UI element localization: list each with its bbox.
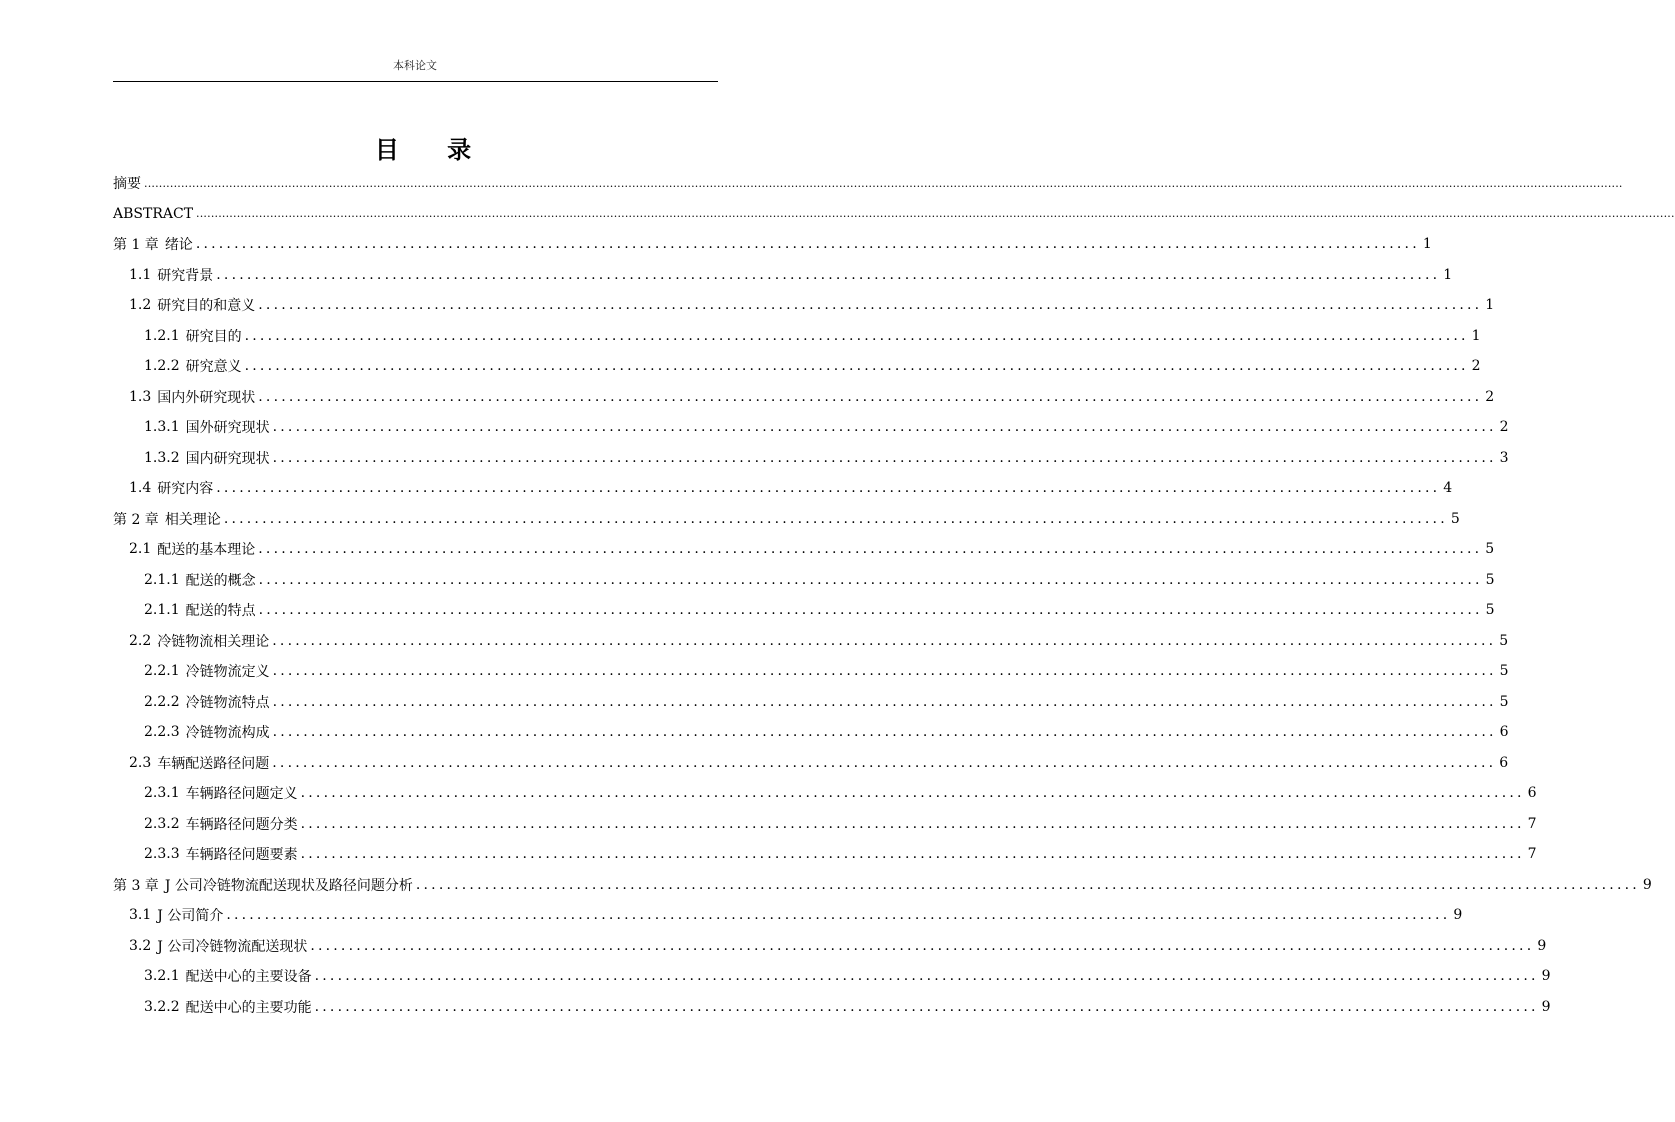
dot-leader: ................................................................................................................................................................ xyxy=(300,785,1525,802)
toc-entry-page-number: 6 xyxy=(1499,724,1509,741)
dot-leader: ................................................................................................................................................................ xyxy=(272,632,1497,649)
toc-entry-title: 车辆路径问题要素 xyxy=(185,847,298,864)
toc-entry[interactable] xyxy=(113,443,1509,474)
toc-entry[interactable] xyxy=(113,961,1551,992)
toc-entry[interactable] xyxy=(113,473,1453,504)
toc-entry-number: 2.3.2 xyxy=(144,815,180,832)
toc-entry-page-number: 5 xyxy=(1499,663,1509,680)
dot-leader: ................................................................................................................................................................................................................................................................................................................................................................................................................ xyxy=(144,176,1623,190)
toc-entry[interactable] xyxy=(113,565,1495,596)
toc-entry-title: 研究内容 xyxy=(157,481,214,498)
toc-entry-number: 2.3 xyxy=(129,754,152,771)
toc-entry[interactable] xyxy=(113,626,1509,657)
toc-entry-number: 第 3 章 xyxy=(113,877,159,894)
toc-entry[interactable] xyxy=(113,290,1495,321)
toc-entry[interactable] xyxy=(113,504,1460,535)
toc-entry-number: 1.3.2 xyxy=(144,449,180,466)
toc-entry-title: 配送中心的主要功能 xyxy=(185,999,312,1016)
toc-entry-page-number: 6 xyxy=(1499,754,1509,771)
toc-entry-page-number: 9 xyxy=(1453,907,1463,924)
toc-entry-title: 冷链物流构成 xyxy=(185,725,270,742)
toc-entry-page-number: 1 xyxy=(1471,327,1481,344)
toc-entry-number: 2.1.1 xyxy=(144,571,180,588)
toc-entry-page-number: 9 xyxy=(1642,876,1652,893)
toc-entry[interactable] xyxy=(113,809,1537,840)
dot-leader: ................................................................................................................................................................ xyxy=(272,449,1497,466)
toc-entry[interactable] xyxy=(113,992,1551,1023)
toc-entry[interactable] xyxy=(113,900,1463,931)
toc-entry-number: 第 1 章 xyxy=(113,237,159,254)
dot-leader: ................................................................................................................................................................ xyxy=(272,724,1497,741)
toc-entry-number: 1.1 xyxy=(129,266,152,283)
toc-entry-page-number: 1 xyxy=(1422,236,1432,253)
toc-entry-number: 2.3.3 xyxy=(144,846,180,863)
toc-entry-title: 车辆路径问题分类 xyxy=(185,816,298,833)
toc-entry-number: 3.2.1 xyxy=(144,968,180,985)
toc-entry-number: 第 2 章 xyxy=(113,511,159,528)
toc-entry-page-number: 2 xyxy=(1471,358,1481,375)
toc-entry[interactable] xyxy=(113,748,1509,779)
toc-entry-title: 研究目的和意义 xyxy=(157,298,256,315)
toc-entry-page-number: 5 xyxy=(1450,510,1460,527)
toc-entry[interactable] xyxy=(113,321,1481,352)
toc-entry-title: 国外研究现状 xyxy=(185,420,270,437)
toc-entry-number: 2.3.1 xyxy=(144,785,180,802)
toc-entry-number: 1.4 xyxy=(129,480,152,497)
toc-entry-page-number: 6 xyxy=(1527,785,1537,802)
toc-entry-number: 3.2 xyxy=(129,937,152,954)
page-title: 目 录 xyxy=(374,136,492,164)
toc-entry-page-number: 5 xyxy=(1485,602,1495,619)
toc-entry-number: 2.2.3 xyxy=(144,724,180,741)
toc-entry-number: 3.1 xyxy=(129,907,152,924)
dot-leader: ................................................................................................................................................................ xyxy=(244,327,1469,344)
toc-entry-page-number: 9 xyxy=(1541,968,1551,985)
toc-entry[interactable] xyxy=(113,260,1453,291)
toc-entry-title: 相关理论 xyxy=(164,511,221,528)
toc-entry-title: 配送的概念 xyxy=(185,572,256,589)
toc-entry-title: J 公司简介 xyxy=(157,908,224,925)
toc-entry-page-number: 5 xyxy=(1485,571,1495,588)
toc-entry-page-number: 7 xyxy=(1527,815,1537,832)
dot-leader: ................................................................................................................................................................ xyxy=(244,358,1469,375)
toc-entry[interactable] xyxy=(113,717,1509,748)
toc-entry-title: 冷链物流定义 xyxy=(185,664,270,681)
toc-entry-number: 2.1.1 xyxy=(144,602,180,619)
toc-entry[interactable] xyxy=(113,534,1495,565)
toc-entry-page-number: 4 xyxy=(1443,480,1453,497)
dot-leader: ................................................................................................................................................................ xyxy=(195,236,1420,253)
toc-entry[interactable] xyxy=(113,351,1481,382)
toc-entry[interactable] xyxy=(113,656,1509,687)
toc-entry-number: ABSTRACT xyxy=(113,205,194,222)
toc-entry-number: 1.3.1 xyxy=(144,419,180,436)
toc-entry-title: 车辆配送路径问题 xyxy=(157,755,270,772)
toc-entry[interactable] xyxy=(113,382,1495,413)
toc-entry-page-number: 9 xyxy=(1541,998,1551,1015)
toc-entry-number: 1.2 xyxy=(129,297,152,314)
toc-entry-title: 研究目的 xyxy=(185,328,242,345)
toc-entry-page-number: 2 xyxy=(1485,388,1495,405)
dot-leader: ................................................................................................................................................................ xyxy=(258,388,1483,405)
toc-entry-title: 绪论 xyxy=(164,237,193,254)
dot-leader: ................................................................................................................................................................ xyxy=(258,297,1483,314)
dot-leader: ................................................................................................................................................................ xyxy=(272,419,1497,436)
toc-entry-title: J 公司冷链物流配送现状及路径问题分析 xyxy=(164,877,413,894)
page-header: 本科论文 xyxy=(393,59,437,72)
toc-entry-number: 2.1 xyxy=(129,541,152,558)
toc-entry-page-number: 3 xyxy=(1499,449,1509,466)
toc-entry-page-number: 5 xyxy=(1499,632,1509,649)
dot-leader: ................................................................................................................................................................ xyxy=(272,693,1497,710)
dot-leader: ................................................................................................................................................................ xyxy=(258,541,1483,558)
toc-entry-number: 1.3 xyxy=(129,388,152,405)
toc-entry-page-number: 1 xyxy=(1443,266,1453,283)
dot-leader: ................................................................................................................................................................ xyxy=(216,480,1441,497)
dot-leader: ................................................................................................................................................................ xyxy=(258,602,1483,619)
toc-entry[interactable] xyxy=(113,931,1547,962)
toc-entry-page-number: 1 xyxy=(1485,297,1495,314)
toc-entry-page-number: 7 xyxy=(1527,846,1537,863)
dot-leader: ................................................................................................................................................................ xyxy=(226,907,1451,924)
toc-entry-number: 2.2 xyxy=(129,632,152,649)
toc-entry-title: 研究意义 xyxy=(185,359,242,376)
toc-entry-title: 配送的基本理论 xyxy=(157,542,256,559)
toc-entry-number: 2.2.1 xyxy=(144,663,180,680)
toc-entry-page-number: 5 xyxy=(1499,693,1509,710)
toc-entry[interactable] xyxy=(113,229,1432,260)
table-of-contents xyxy=(113,168,1675,1022)
toc-entry-number: 1.2.2 xyxy=(144,358,180,375)
dot-leader: ................................................................................................................................................................................................................................................................................................................................................................................................................ xyxy=(196,207,1675,221)
dot-leader: ................................................................................................................................................................ xyxy=(310,937,1535,954)
toc-entry-number: 摘要 xyxy=(113,176,141,193)
toc-entry-title: 车辆路径问题定义 xyxy=(185,786,298,803)
dot-leader: ................................................................................................................................................................ xyxy=(272,663,1497,680)
toc-entry-page-number: 2 xyxy=(1499,419,1509,436)
dot-leader: ................................................................................................................................................................ xyxy=(216,266,1441,283)
toc-entry[interactable] xyxy=(113,687,1509,718)
toc-entry[interactable] xyxy=(113,870,1652,901)
toc-entry-title: 国内外研究现状 xyxy=(157,389,256,406)
dot-leader: ................................................................................................................................................................ xyxy=(223,510,1448,527)
toc-entry[interactable] xyxy=(113,778,1537,809)
dot-leader: ................................................................................................................................................................ xyxy=(415,876,1640,893)
toc-entry[interactable] xyxy=(113,595,1495,626)
toc-entry-title: 研究背景 xyxy=(157,267,214,284)
toc-entry-title: 冷链物流相关理论 xyxy=(157,633,270,650)
toc-entry-number: 1.2.1 xyxy=(144,327,180,344)
toc-entry[interactable] xyxy=(113,199,1675,230)
toc-entry[interactable] xyxy=(113,839,1537,870)
header-divider xyxy=(113,81,718,82)
toc-entry-page-number: 9 xyxy=(1537,937,1547,954)
dot-leader: ................................................................................................................................................................ xyxy=(314,968,1539,985)
dot-leader: ................................................................................................................................................................ xyxy=(300,815,1525,832)
toc-entry-title: J 公司冷链物流配送现状 xyxy=(157,938,308,955)
toc-entry-title: 冷链物流特点 xyxy=(185,694,270,711)
dot-leader: ................................................................................................................................................................ xyxy=(314,998,1539,1015)
toc-entry[interactable] xyxy=(113,412,1509,443)
toc-entry[interactable] xyxy=(113,168,1623,199)
dot-leader: ................................................................................................................................................................ xyxy=(258,571,1483,588)
dot-leader: ................................................................................................................................................................ xyxy=(300,846,1525,863)
toc-entry-number: 2.2.2 xyxy=(144,693,180,710)
dot-leader: ................................................................................................................................................................ xyxy=(272,754,1497,771)
toc-entry-title: 配送中心的主要设备 xyxy=(185,969,312,986)
toc-entry-title: 配送的特点 xyxy=(185,603,256,620)
toc-entry-page-number: 5 xyxy=(1485,541,1495,558)
toc-entry-title: 国内研究现状 xyxy=(185,450,270,467)
toc-entry-number: 3.2.2 xyxy=(144,998,180,1015)
